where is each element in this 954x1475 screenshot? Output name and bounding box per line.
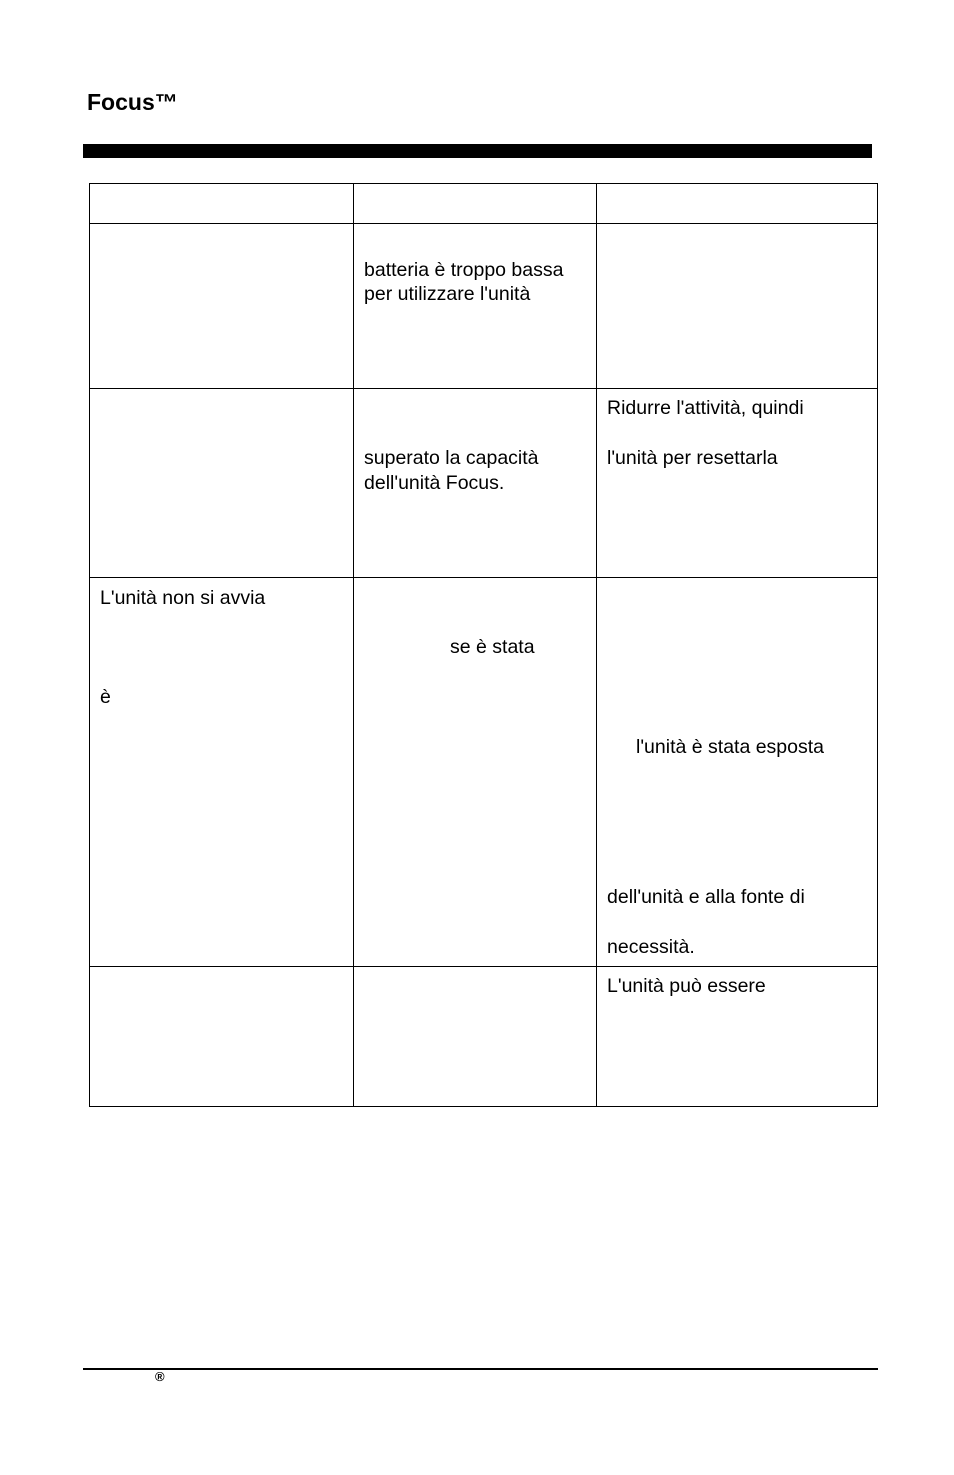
table-cell-text: dell'unità e alla fonte di [607, 886, 805, 908]
row-divider [90, 577, 877, 578]
table-cell-text: Ridurre l'attività, quindi [607, 397, 804, 419]
column-divider [353, 184, 354, 1106]
table-cell-text: l'unità per resettarla [607, 447, 778, 469]
table-cell-text: necessità. [607, 936, 695, 958]
table-cell-text: batteria è troppo bassa [364, 259, 564, 281]
column-divider [596, 184, 597, 1106]
table-cell-text: superato la capacità [364, 447, 539, 469]
registered-mark: ® [155, 1369, 165, 1384]
table-cell-text: è [100, 686, 111, 708]
header-rule [83, 144, 872, 158]
row-divider [90, 388, 877, 389]
row-divider [90, 223, 877, 224]
table-cell-text: se è stata [450, 636, 535, 658]
table-cell-text: dell'unità Focus. [364, 472, 505, 494]
table-cell-text: l'unità è stata esposta [636, 736, 825, 758]
row-divider [90, 966, 877, 967]
page-title: Focus™ [87, 89, 178, 115]
troubleshooting-table [89, 183, 878, 1107]
table-cell-text: L'unità non si avvia [100, 587, 266, 609]
table-cell-text: L'unità può essere [607, 975, 766, 997]
footer-rule [83, 1368, 878, 1370]
table-cell-text: per utilizzare l'unità [364, 283, 531, 305]
